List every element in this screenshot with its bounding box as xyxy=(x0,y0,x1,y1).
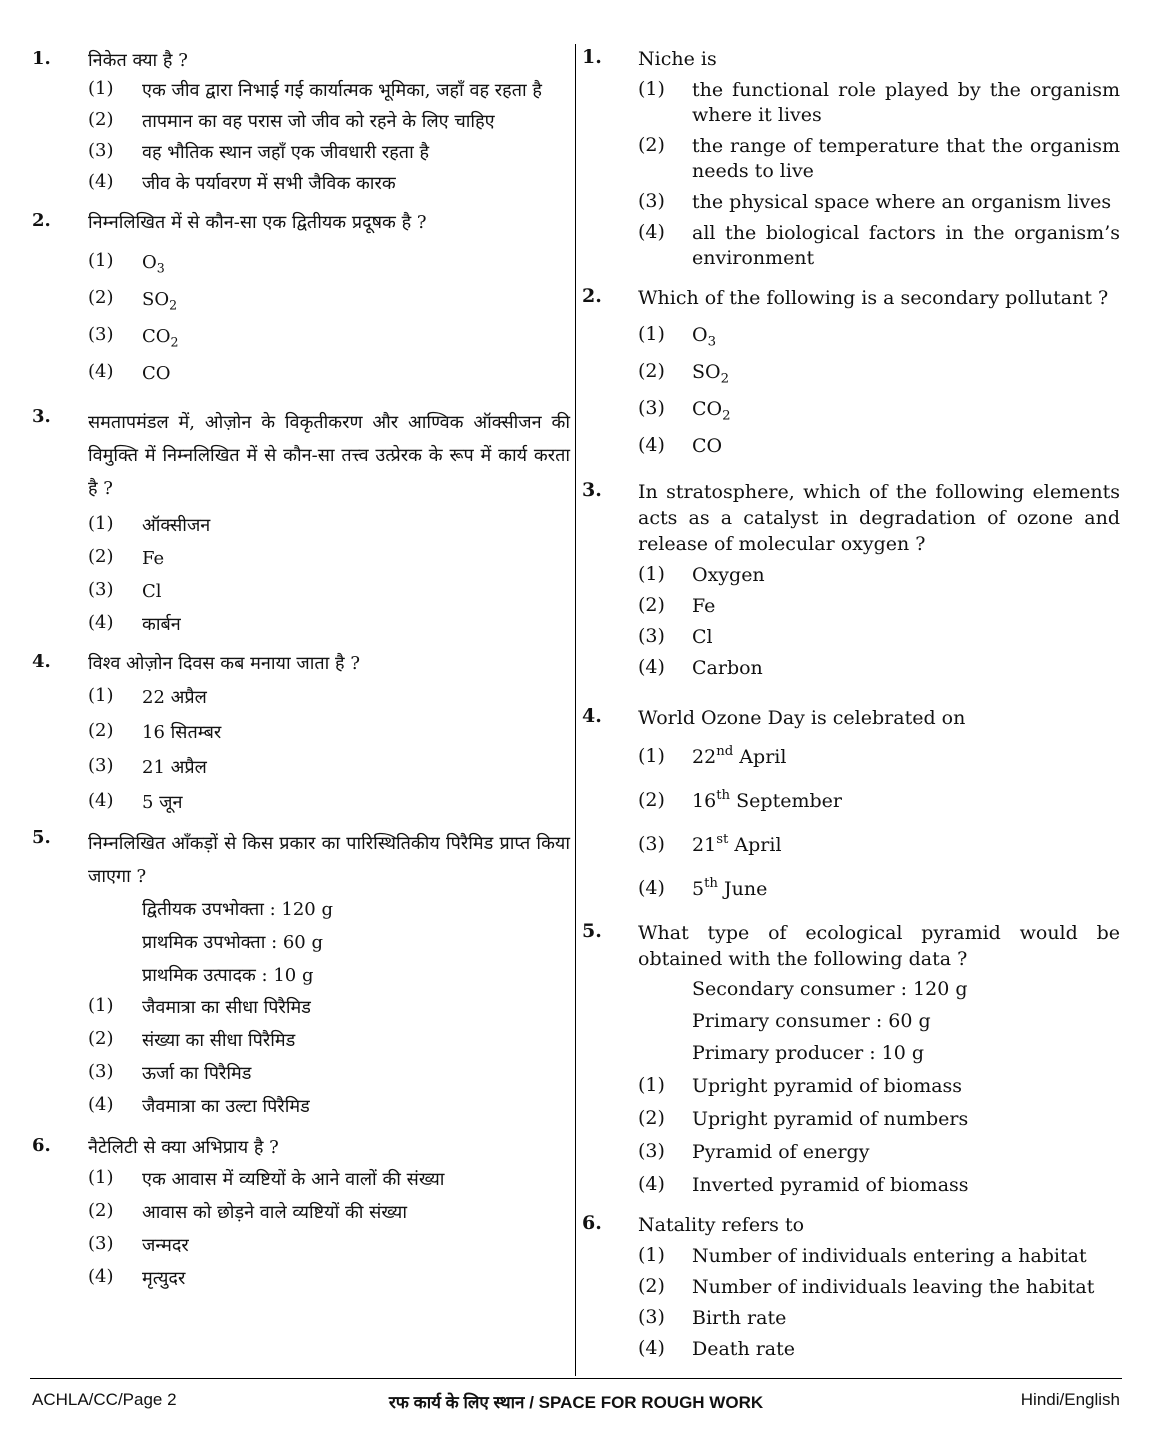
question-text: World Ozone Day is celebrated on xyxy=(638,707,966,729)
option-1 xyxy=(638,1244,1120,1269)
option-3 xyxy=(88,1061,570,1086)
option-2 xyxy=(88,720,570,745)
data-line: द्वितीयक उपभोक्ता : 120 g xyxy=(142,899,334,920)
option-number: (1) xyxy=(88,513,114,534)
option-3 xyxy=(88,1233,570,1258)
question-4-hi xyxy=(32,651,570,815)
option-number: (3) xyxy=(88,140,114,161)
option-number: (1) xyxy=(638,323,665,345)
option-2 xyxy=(88,546,570,571)
option-number: (2) xyxy=(638,789,665,811)
question-number: 5. xyxy=(32,827,51,848)
question-number: 2. xyxy=(32,210,51,231)
question-number: 6. xyxy=(32,1135,51,1156)
option-text: संख्या का सीधा पिरैमिड xyxy=(142,1030,296,1051)
superscript: th xyxy=(716,788,731,804)
option-2 xyxy=(638,360,1120,385)
option-4 xyxy=(638,434,1120,459)
option-text: ऊर्जा का पिरैमिड xyxy=(142,1063,252,1084)
option-number: (3) xyxy=(638,397,665,419)
option-text: एक आवास में व्यष्टियों के आने वालों की संख्या xyxy=(142,1169,445,1190)
option-number: (2) xyxy=(638,594,665,616)
option-2 xyxy=(638,594,1120,619)
option-3 xyxy=(638,190,1120,215)
option-number: (3) xyxy=(88,1061,114,1082)
option-1 xyxy=(88,513,570,538)
question-text: In stratosphere, which of the following elements acts as a catalyst in degradation of ozone and release of molecular oxygen ? xyxy=(638,481,1120,555)
option-1 xyxy=(88,995,570,1020)
option-text: the physical space where an organism lives xyxy=(692,191,1112,213)
option-1 xyxy=(638,323,1120,348)
option-text: June xyxy=(718,878,768,900)
option-text: 5 जून xyxy=(142,792,183,813)
superscript: nd xyxy=(716,744,734,760)
option-2 xyxy=(88,1028,570,1053)
option-1 xyxy=(88,685,570,710)
option-number: (3) xyxy=(638,1140,665,1162)
subscript: 3 xyxy=(707,334,717,350)
option-3 xyxy=(638,625,1120,650)
option-number: (1) xyxy=(88,685,114,706)
option-number: (3) xyxy=(638,1306,665,1328)
option-text: जैवमात्रा का उल्टा पिरैमिड xyxy=(142,1096,310,1117)
option-text: कार्बन xyxy=(142,614,181,635)
superscript: st xyxy=(716,832,729,848)
option-number: (3) xyxy=(88,755,114,776)
option-text: जन्मदर xyxy=(142,1235,189,1256)
option-text: April xyxy=(733,746,787,768)
page-footer xyxy=(32,1390,1120,1414)
hindi-column xyxy=(32,42,570,1291)
option-text: O xyxy=(142,252,157,273)
option-1 xyxy=(88,78,570,103)
option-number: (1) xyxy=(88,250,114,271)
question-number: 3. xyxy=(32,406,51,427)
question-number: 5. xyxy=(582,920,602,942)
option-4 xyxy=(88,171,570,196)
option-number: (2) xyxy=(88,1028,114,1049)
option-text: वह भौतिक स्थान जहाँ एक जीवधारी रहता है xyxy=(142,142,430,163)
option-number: (4) xyxy=(638,1173,665,1195)
question-2-en xyxy=(582,285,1120,459)
question-5-hi xyxy=(32,827,570,1119)
option-text: CO xyxy=(142,326,171,347)
footer-divider xyxy=(30,1378,1122,1379)
option-number: (1) xyxy=(638,1244,665,1266)
option-text: September xyxy=(730,790,842,812)
option-number: (4) xyxy=(88,1094,114,1115)
question-1-hi xyxy=(32,48,570,196)
question-6-en xyxy=(582,1212,1120,1362)
question-text: निम्नलिखित आँकड़ों से किस प्रकार का पारिस्थितिकीय पिरैमिड प्राप्त किया जाएगा ? xyxy=(88,833,570,887)
option-4 xyxy=(638,656,1120,681)
option-text: आवास को छोड़ने वाले व्यष्टियों की संख्या xyxy=(142,1202,407,1223)
option-number: (1) xyxy=(638,563,665,585)
option-text: Death rate xyxy=(692,1338,796,1360)
option-text: 5 xyxy=(692,878,705,900)
option-2 xyxy=(638,1275,1120,1300)
subscript: 3 xyxy=(156,260,165,276)
option-text: Upright pyramid of numbers xyxy=(692,1108,969,1130)
option-4 xyxy=(638,1337,1120,1362)
rough-work-label: रफ कार्य के लिए स्थान / SPACE FOR ROUGH WORK xyxy=(388,1393,764,1412)
option-text: CO xyxy=(692,398,723,420)
option-3 xyxy=(88,140,570,165)
option-number: (4) xyxy=(638,434,665,456)
question-text: Which of the following is a secondary pollutant ? xyxy=(638,287,1109,309)
english-column xyxy=(582,42,1120,1362)
question-2-hi xyxy=(32,210,570,386)
option-text: मृत्युदर xyxy=(142,1268,186,1289)
option-number: (2) xyxy=(88,287,114,308)
option-number: (2) xyxy=(638,134,665,156)
option-text: Fe xyxy=(142,548,165,569)
option-number: (2) xyxy=(638,360,665,382)
subscript: 2 xyxy=(170,334,179,350)
question-text: नैटेलिटी से क्या अभिप्राय है ? xyxy=(88,1137,279,1158)
question-3-en xyxy=(582,479,1120,681)
option-text: Cl xyxy=(142,581,162,602)
option-number: (3) xyxy=(638,190,665,212)
option-1 xyxy=(638,1074,1120,1099)
subscript: 2 xyxy=(722,408,731,424)
option-number: (1) xyxy=(638,745,665,767)
option-4 xyxy=(88,1094,570,1119)
option-2 xyxy=(638,1107,1120,1132)
question-text: निकेत क्या है ? xyxy=(88,50,188,71)
option-4 xyxy=(88,612,570,637)
option-text: 21 xyxy=(692,834,717,856)
subscript: 2 xyxy=(720,371,730,387)
option-text: 16 सितम्बर xyxy=(142,722,222,743)
option-1 xyxy=(638,745,1120,770)
option-text: Carbon xyxy=(692,657,763,679)
question-4-en xyxy=(582,705,1120,902)
option-text: Upright pyramid of biomass xyxy=(692,1075,963,1097)
option-number: (2) xyxy=(88,720,114,741)
option-text: CO xyxy=(142,363,171,384)
option-number: (2) xyxy=(88,1200,114,1221)
data-line: प्राथमिक उत्पादक : 10 g xyxy=(142,965,314,986)
option-2 xyxy=(88,1200,570,1225)
language-label: Hindi/English xyxy=(1020,1390,1120,1409)
option-1 xyxy=(638,78,1120,128)
option-number: (2) xyxy=(638,1275,665,1297)
page-code: ACHLA/CC/Page 2 xyxy=(32,1390,177,1409)
option-text: Cl xyxy=(692,626,713,648)
option-number: (3) xyxy=(88,579,114,600)
option-number: (3) xyxy=(88,1233,114,1254)
option-text: ऑक्सीजन xyxy=(142,515,211,536)
option-text: 16 xyxy=(692,790,717,812)
question-number: 4. xyxy=(582,705,602,727)
data-line: प्राथमिक उपभोक्ता : 60 g xyxy=(142,932,324,953)
question-3-hi xyxy=(32,406,570,637)
option-4 xyxy=(88,790,570,815)
option-text: Number of individuals entering a habitat xyxy=(692,1245,1087,1267)
question-number: 1. xyxy=(582,46,602,68)
question-text: What type of ecological pyramid would be obtained with the following data ? xyxy=(638,922,1120,970)
option-number: (1) xyxy=(638,78,665,100)
option-text: CO xyxy=(692,435,723,457)
option-number: (4) xyxy=(638,221,665,243)
question-number: 6. xyxy=(582,1212,602,1234)
option-number: (3) xyxy=(638,833,665,855)
question-6-hi xyxy=(32,1135,570,1291)
option-text: the range of temperature that the organism needs to live xyxy=(692,135,1120,182)
option-number: (3) xyxy=(88,324,114,345)
option-number: (4) xyxy=(88,361,114,382)
question-number: 4. xyxy=(32,651,51,672)
option-text: जैवमात्रा का सीधा पिरैमिड xyxy=(142,997,311,1018)
option-number: (4) xyxy=(88,612,114,633)
option-number: (2) xyxy=(638,1107,665,1129)
option-number: (4) xyxy=(638,656,665,678)
option-text: SO xyxy=(692,361,721,383)
data-line: Primary producer : 10 g xyxy=(692,1042,925,1064)
option-2 xyxy=(638,789,1120,814)
option-text: O xyxy=(692,324,708,346)
option-number: (1) xyxy=(638,1074,665,1096)
option-3 xyxy=(638,1306,1120,1331)
option-3 xyxy=(88,579,570,604)
superscript: th xyxy=(704,876,719,892)
option-1 xyxy=(88,1167,570,1192)
question-text: विश्व ओज़ोन दिवस कब मनाया जाता है ? xyxy=(88,653,360,674)
subscript: 2 xyxy=(169,297,178,313)
option-text: Number of individuals leaving the habitat xyxy=(692,1276,1095,1298)
option-number: (4) xyxy=(638,1337,665,1359)
option-text: एक जीव द्वारा निभाई गई कार्यात्मक भूमिका, जहाँ वह रहता है xyxy=(142,80,542,101)
option-4 xyxy=(88,1266,570,1291)
option-text: Fe xyxy=(692,595,716,617)
question-5-en xyxy=(582,920,1120,1198)
option-2 xyxy=(638,134,1120,184)
option-number: (2) xyxy=(88,109,114,130)
question-text: समतापमंडल में, ओज़ोन के विकृतीकरण और आण्विक ऑक्सीजन की विमुक्ति में निम्नलिखित में से कौन-सा तत्त्व उत्प्रेरक के रूप में कार्य करता है ? xyxy=(88,412,570,499)
question-number: 1. xyxy=(32,48,51,69)
option-number: (2) xyxy=(88,546,114,567)
option-4 xyxy=(638,877,1120,902)
option-3 xyxy=(88,324,570,349)
option-3 xyxy=(638,397,1120,422)
option-text: Oxygen xyxy=(692,564,765,586)
question-1-en xyxy=(582,46,1120,271)
option-number: (1) xyxy=(88,1167,114,1188)
option-text: तापमान का वह परास जो जीव को रहने के लिए चाहिए xyxy=(142,111,495,132)
option-1 xyxy=(88,250,570,275)
option-3 xyxy=(638,833,1120,858)
option-text: 22 xyxy=(692,746,717,768)
option-text: SO xyxy=(142,289,170,310)
option-number: (1) xyxy=(88,995,114,1016)
option-2 xyxy=(88,287,570,312)
option-text: the functional role played by the organism where it lives xyxy=(692,79,1120,126)
column-divider xyxy=(575,44,576,1376)
data-line: Secondary consumer : 120 g xyxy=(692,978,968,1000)
question-text: Niche is xyxy=(638,48,717,70)
question-text: Natality refers to xyxy=(638,1214,805,1236)
option-number: (4) xyxy=(88,171,114,192)
option-4 xyxy=(638,1173,1120,1198)
option-number: (3) xyxy=(638,625,665,647)
option-2 xyxy=(88,109,570,134)
option-text: Inverted pyramid of biomass xyxy=(692,1174,969,1196)
option-number: (4) xyxy=(638,877,665,899)
option-3 xyxy=(638,1140,1120,1165)
option-text: all the biological factors in the organism’s environment xyxy=(692,222,1120,269)
question-text: निम्नलिखित में से कौन-सा एक द्वितीयक प्रदूषक है ? xyxy=(88,212,427,233)
option-number: (4) xyxy=(88,790,114,811)
option-text: Birth rate xyxy=(692,1307,787,1329)
option-number: (4) xyxy=(88,1266,114,1287)
option-number: (1) xyxy=(88,78,114,99)
option-1 xyxy=(638,563,1120,588)
option-text: 21 अप्रैल xyxy=(142,757,207,778)
question-number: 3. xyxy=(582,479,602,501)
data-line: Primary consumer : 60 g xyxy=(692,1010,931,1032)
option-4 xyxy=(638,221,1120,271)
option-4 xyxy=(88,361,570,386)
option-text: 22 अप्रैल xyxy=(142,687,207,708)
option-3 xyxy=(88,755,570,780)
option-text: April xyxy=(728,834,782,856)
option-text: जीव के पर्यावरण में सभी जैविक कारक xyxy=(142,173,396,194)
option-text: Pyramid of energy xyxy=(692,1141,870,1163)
question-number: 2. xyxy=(582,285,602,307)
